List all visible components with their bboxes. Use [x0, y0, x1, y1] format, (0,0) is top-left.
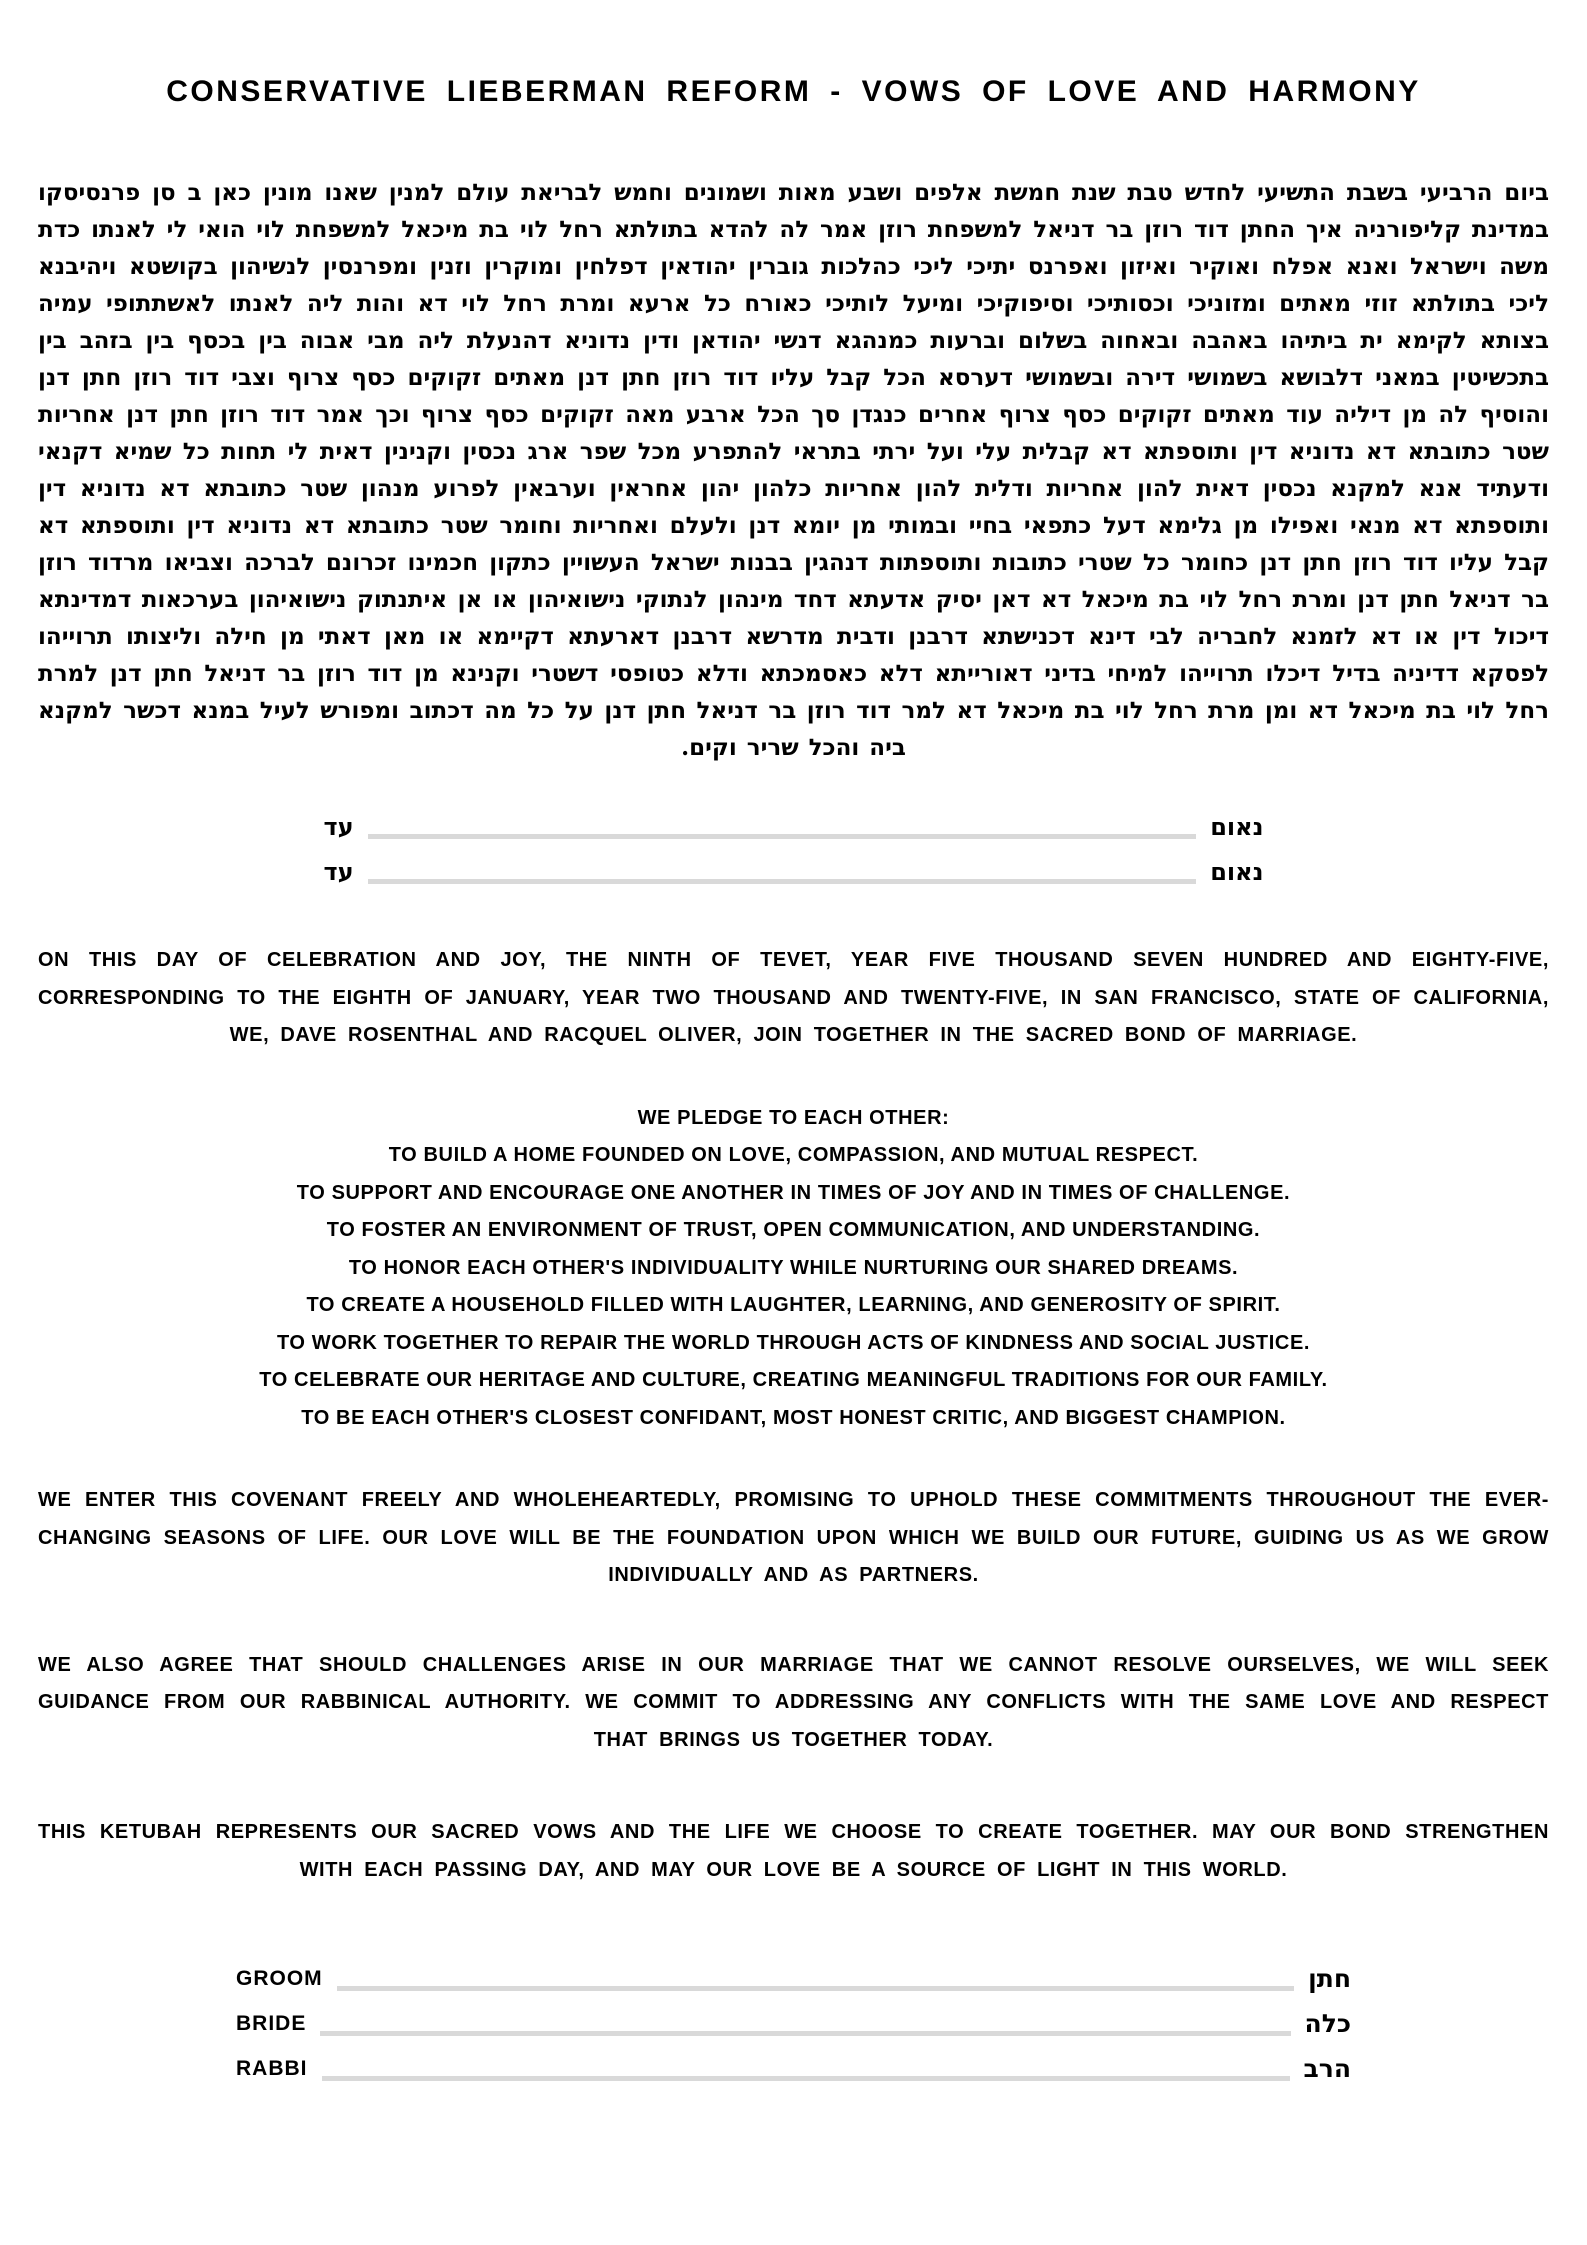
witness-signature-row-2 — [324, 857, 1264, 887]
pledge-item-1: TO BUILD A HOME FOUNDED ON LOVE, COMPASSION, AND MUTUAL RESPECT. — [388, 1144, 1199, 1166]
witness-signature-block — [38, 812, 1549, 887]
groom-signature-line — [337, 1986, 1294, 1991]
witness-signature-row-1 — [324, 812, 1264, 842]
hebrew-ketubah-text: ביום הרביעי בשבת התשיעי לחדש טבת שנת חמשת אלפים ושבע מאות ושמונים וחמש לבריאת עולם למנין שאנו מונין כאן ב סן פרנסיסקו במדינת קליפורניה איך החתן דוד רוזן בר דניאל למשפחת רוזן אמר לה להדא בתולתא רחל לוי בת מיכאל למשפחת לוי הואי לי לאנתו כדת משה וישראל ואנא אפלח ואוקיר ואיזון ואפרנס יתיכי ליכי כהלכות גוברין יהודאין דפלחין ומוקרין וזנין ומפרנסין לנשיהון בקושטא ויהיבנא ליכי בתולתא זוזי מאתים ומזוניכי וכסותיכי וסיפוקיכי ומיעל לותיכי כאורח כל ארעא ומרת רחל לוי דא והות ליה לאנתו לאשתתופי עמיה בצותא לקימא ית ביתיהו באהבה ובאחוה בשלום וברעות כמנהגא דנשי יהודאן ודין נדוניא דהנעלת ליה מבי אבוה בין בכסף בין בזהב בין בתכשיטין במאני דלבושא בשמושי דירה ובשמושי דערסא הכל קבל עליו דוד רוזן חתן דנן מאתים זקוקים כסף צרוף וצבי דוד רוזן חתן דנן והוסיף לה מן דיליה עוד מאתים זקוקים כסף צרוף אחרים כנגדן סך הכל ארבע מאה זקוקים כסף צרוף וכך אמר דוד רוזן חתן דנן אחריות שטר כתובתא דא נדוניא דין ותוספתא דא קבלית עלי ועל ירתי בתראי להתפרע מכל שפר ארג נכסין וקנינין דאית לי תחות כל שמיא דקנאי ודעתיד אנא למקנא נכסין דאית להון אחריות ודלית להון אחריות כלהון יהון אחראין וערבאין לפרוע מנהון שטר כתובתא דא נדוניא דין ותוספתא דא מנאי ואפילו מן גלימא דעל כתפאי בחיי ובמותי מן יומא דנן ולעלם ואחריות וחומר שטר כתובתא דא נדוניא דין ותוספתא דא קבל עליו דוד רוזן חתן דנן כחומר כל שטרי כתובות ותוספתות דנהגין בבנות ישראל העשויין כתקון חכמינו זכרונם לברכה וצביאו מרדוד רוזן בר דניאל חתן דנן ומרת רחל לוי בת מיכאל דא דאן יסיק אדעתא דחד מינהון לנתוקי נישואיהון או אן איתנתוק נישואיהון בערכאות דמדינתא דיכול דין או דא לזמנא לחבריה לבי דינא דכנישתא דרבנן ודבית מדרשא דרבנן דארעתא דקיימא או מאן דאתי מן חילה וליצותו תרוייהו לפסקא דדיניה בדיל דיכלו תרוייהו למיחי בדיני דאורייתא דלא כאסמכתא ודלא כטופסי דשטרי וקנינא מן דוד רוזן בר דניאל חתן דנן למרת רחל לוי בת מיכאל דא ומן מרת רחל לוי בת מיכאל דא למר דוד רוזן בר דניאל חתן דנן על כל מה דכתוב ומפורש לעיל במנא דכשר למקנא ביה והכל שריר וקים. — [38, 179, 1549, 761]
pledge-item-2: TO SUPPORT AND ENCOURAGE ONE ANOTHER IN TIMES OF JOY AND IN TIMES OF CHALLENGE. — [296, 1181, 1291, 1204]
pledge-block — [38, 1100, 1549, 1438]
closing-paragraph: THIS KETUBAH REPRESENTS OUR SACRED VOWS AND THE LIFE WE CHOOSE TO CREATE TOGETHER. MAY OUR BOND STRENGTHEN WITH EACH PASSING DAY, AND MAY OUR LOVE BE A SOURCE OF LIGHT IN THIS WORLD. — [38, 1821, 1549, 1881]
signature-row-groom — [236, 1964, 1351, 1994]
signature-block — [236, 1964, 1351, 2084]
bride-signature-line — [320, 2031, 1290, 2036]
pledge-heading: WE PLEDGE TO EACH OTHER: — [637, 1106, 950, 1129]
witness-signature-line-2 — [368, 879, 1197, 884]
bride-label: BRIDE — [236, 2012, 307, 2035]
witness-label-2: עד — [323, 857, 354, 886]
witness-signature-line-1 — [368, 834, 1197, 839]
pledge-item-4: TO HONOR EACH OTHER'S INDIVIDUALITY WHILE NURTURING OUR SHARED DREAMS. — [348, 1256, 1239, 1279]
rabbi-signature-line — [322, 2076, 1290, 2081]
groom-label: GROOM — [236, 1967, 323, 1990]
witness-label-1: עד — [323, 812, 354, 841]
covenant-paragraph: WE ENTER THIS COVENANT FREELY AND WHOLEHEARTEDLY, PROMISING TO UPHOLD THESE COMMITMENTS THROUGHOUT THE EVER-CHANGING SEASONS OF LIFE. OUR LOVE WILL BE THE FOUNDATION UPON WHICH WE BUILD OUR FUTURE, GUIDING US AS WE GROW INDIVIDUALLY AND AS PARTNERS. — [38, 1489, 1549, 1586]
rabbi-label: RABBI — [236, 2057, 308, 2080]
pledge-item-3: TO FOSTER AN ENVIRONMENT OF TRUST, OPEN COMMUNICATION, AND UNDERSTANDING. — [326, 1219, 1261, 1241]
pledge-item-6: TO WORK TOGETHER TO REPAIR THE WORLD THROUGH ACTS OF KINDNESS AND SOCIAL JUSTICE. — [276, 1331, 1311, 1354]
groom-hebrew-label: חתן — [1308, 1964, 1351, 1993]
english-opening-paragraph: ON THIS DAY OF CELEBRATION AND JOY, THE NINTH OF TEVET, YEAR FIVE THOUSAND SEVEN HUNDRED AND EIGHTY-FIVE, CORRESPONDING TO THE EIGHTH OF JANUARY, YEAR TWO THOUSAND AND TWENTY-FIVE, IN SAN FRANCISCO, STATE OF CALIFORNIA, WE, DAVE ROSENTHAL AND RACQUEL OLIVER, JOIN TOGETHER IN THE SACRED BOND OF MARRIAGE. — [38, 949, 1549, 1046]
bride-hebrew-label: כלה — [1304, 2009, 1351, 2038]
signature-row-rabbi — [236, 2054, 1351, 2084]
pledge-item-7: TO CELEBRATE OUR HERITAGE AND CULTURE, CREATING MEANINGFUL TRADITIONS FOR OUR FAMILY. — [259, 1369, 1328, 1391]
pledge-item-5: TO CREATE A HOUSEHOLD FILLED WITH LAUGHTER, LEARNING, AND GENEROSITY OF SPIRIT. — [306, 1294, 1281, 1316]
document-title: CONSERVATIVE LIEBERMAN REFORM - VOWS OF LOVE AND HARMONY — [166, 75, 1421, 108]
rabbi-hebrew-label: הרב — [1303, 2054, 1351, 2083]
pledge-item-8: TO BE EACH OTHER'S CLOSEST CONFIDANT, MOST HONEST CRITIC, AND BIGGEST CHAMPION. — [301, 1406, 1286, 1429]
guidance-paragraph: WE ALSO AGREE THAT SHOULD CHALLENGES ARISE IN OUR MARRIAGE THAT WE CANNOT RESOLVE OURSELVES, WE WILL SEEK GUIDANCE FROM OUR RABBINICAL AUTHORITY. WE COMMIT TO ADDRESSING ANY CONFLICTS WITH THE SAME LOVE AND RESPECT THAT BRINGS US TOGETHER TODAY. — [38, 1653, 1549, 1751]
declarant-label-2: נאום — [1210, 857, 1264, 886]
declarant-label-1: נאום — [1210, 812, 1264, 841]
signature-row-bride — [236, 2009, 1351, 2039]
